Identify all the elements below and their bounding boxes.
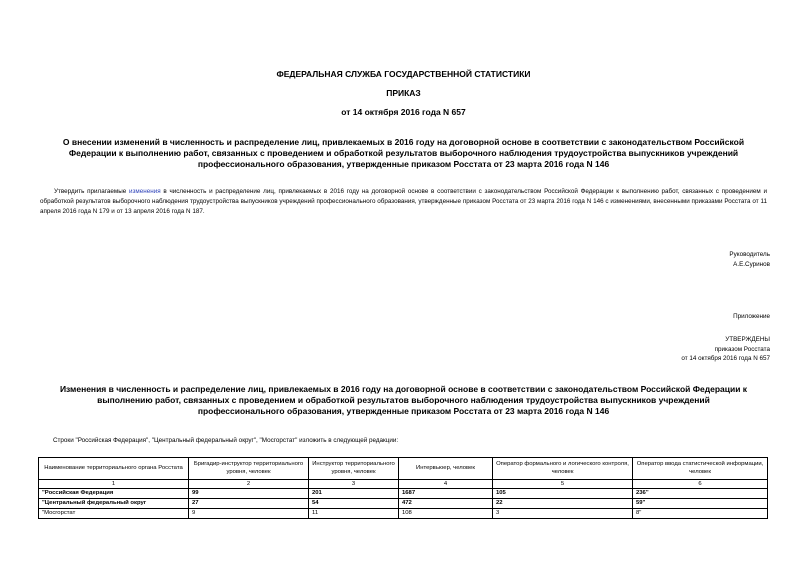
header-cell: Оператор ввода статистической информации, человек: [633, 458, 768, 480]
table-intro: Строки "Российская Федерация", "Центральный федеральный округ", "Мосгорстат" изложить в следующей редакции:: [53, 437, 399, 444]
table-cell: 59": [633, 499, 768, 509]
table-cell: 8": [633, 509, 768, 519]
appendix-title-line: выполнению работ, связанных с проведением и обработкой результатов выборочного наблюдения трудоустройства выпускников учреждений: [97, 395, 710, 405]
table-cell: 3: [493, 509, 633, 519]
order-title-line: О внесении изменений в численность и распределение лиц, привлекаемых в 2016 году на договорной основе в соответствии с законодательством Российской: [62, 137, 745, 147]
order-title: [40, 137, 767, 170]
header-cell: Наименование территориального органа Росстата: [39, 458, 189, 480]
order-title-line: профессионального образования, утвержденные приказом Росстата от 23 марта 2016 года N 146: [197, 159, 610, 169]
header-cell: Бригадир-инструктор территориального уровня, человек: [189, 458, 309, 480]
appendix-title: [40, 384, 767, 417]
table-cell: 9: [189, 509, 309, 519]
table-cell: "Мосгорстат: [39, 509, 189, 519]
table-cell: 472: [399, 499, 493, 509]
appendix-title-line: профессионального образования, утвержденные приказом Росстата от 23 марта 2016 года N 146: [197, 406, 610, 416]
table-cell: 236": [633, 489, 768, 499]
approved-date: от 14 октября 2016 года N 657: [681, 355, 770, 363]
table-cell: 99: [189, 489, 309, 499]
agency-name: ФЕДЕРАЛЬНАЯ СЛУЖБА ГОСУДАРСТВЕННОЙ СТАТИСТИКИ: [276, 69, 531, 79]
table-cell: 27: [189, 499, 309, 509]
table-cell: 105: [493, 489, 633, 499]
column-number: 1: [39, 480, 189, 489]
signature-name: А.Е.Суринов: [733, 260, 770, 268]
table-row-central-district: [39, 499, 768, 509]
table-cell: 54: [309, 499, 399, 509]
appendix-title-line: Изменения в численность и распределение лиц, привлекаемых в 2016 году на договорной основе в соответствии с законодательством Российской Федерации к: [59, 384, 748, 394]
column-number: 3: [309, 480, 399, 489]
column-number-row: [39, 480, 768, 489]
table-cell: "Российская Федерация: [39, 489, 189, 499]
column-number: 4: [399, 480, 493, 489]
header-cell: Оператор формального и логического контроля, человек: [493, 458, 633, 480]
body-text-rest: в численность и распределение лиц, привлекаемых в 2016 году на договорной основе в соответствии с законодательством Российской Федерации к выполнению работ, связанных с проведением и обработкой результатов выборочного наблюдения трудоустройства выпускников учреждений профессионального образования, утвержденные приказом Росстата от 23 марта 2016 года N 146 с изменениями, внесенными приказами Росстата от 11 апреля 2016 года N 179 и от 13 апреля 2016 года N 187.: [40, 188, 768, 216]
order-date: от 14 октября 2016 года N 657: [341, 107, 466, 117]
column-number: 2: [189, 480, 309, 489]
table-header-row: [39, 458, 768, 480]
table-cell: 11: [309, 509, 399, 519]
header-cell: Интервьюер, человек: [399, 458, 493, 480]
approved-by: приказом Росстата: [714, 345, 770, 353]
table-row-russian-federation: [39, 489, 768, 499]
table-cell: 108: [399, 509, 493, 519]
table-cell: "Центральный федеральный округ: [39, 499, 189, 509]
header-cell: Инструктор территориального уровня, человек: [309, 458, 399, 480]
signature-block: [729, 250, 770, 269]
table-cell: 201: [309, 489, 399, 499]
signature-position: Руководитель: [729, 251, 770, 258]
appendix-label: Приложение: [733, 313, 770, 320]
staff-table: [38, 457, 768, 519]
order-title-line: Федерации к выполнению работ, связанных с проведением и обработкой результатов выборочного наблюдения трудоустройства выпускников учреждений: [68, 148, 739, 158]
body-text-start: Утвердить прилагаемые: [54, 188, 129, 195]
table-cell: 22: [493, 499, 633, 509]
order-body: [40, 187, 767, 218]
table-row-mosgorstat: [39, 509, 768, 519]
doc-type: ПРИКАЗ: [386, 88, 421, 98]
changes-link[interactable]: изменения: [129, 188, 161, 195]
column-number: 6: [633, 480, 768, 489]
approval-block: [681, 335, 770, 364]
table-cell: 1687: [399, 489, 493, 499]
approved-word: УТВЕРЖДЕНЫ: [725, 336, 770, 343]
column-number: 5: [493, 480, 633, 489]
